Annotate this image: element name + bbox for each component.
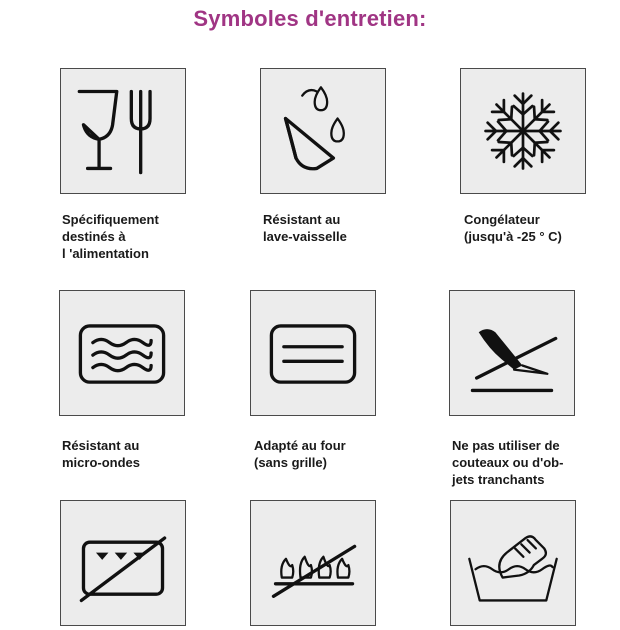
symbol-card-no-knife (449, 290, 575, 416)
label-line: Ne pas utiliser de (452, 438, 560, 453)
label-line: destinés à (62, 229, 126, 244)
label-line: Résistant au (62, 438, 140, 453)
microwave-safe-icon (70, 301, 174, 405)
symbol-card-no-grill (60, 500, 186, 626)
label-dishwasher-safe (263, 211, 413, 245)
no-grill-icon (71, 511, 175, 615)
label-line: Spécifiquement (62, 212, 159, 227)
label-microwave-safe (62, 437, 212, 471)
symbol-card-oven-safe (250, 290, 376, 416)
label-line: couteaux ou d'ob- (452, 455, 564, 470)
no-knife-icon (460, 301, 564, 405)
label-line: l 'alimentation (62, 246, 149, 261)
symbol-card-dishwasher-safe (260, 68, 386, 194)
label-line: jets tranchants (452, 472, 545, 487)
label-line: Résistant au (263, 212, 341, 227)
page-title: Symboles d'entretien: (193, 6, 427, 31)
label-food-safe (62, 211, 212, 262)
label-line: Congélateur (464, 212, 540, 227)
dishwasher-safe-icon (271, 79, 375, 183)
oven-safe-icon (261, 301, 365, 405)
no-gas-flame-icon (261, 511, 365, 615)
label-line: lave-vaisselle (263, 229, 347, 244)
symbol-card-food-safe (60, 68, 186, 194)
label-freezer-safe (464, 211, 614, 245)
freezer-safe-icon (471, 79, 575, 183)
label-line: micro-ondes (62, 455, 141, 470)
label-no-knife (452, 437, 602, 488)
label-line: (jusqu'à -25 ° C) (464, 229, 562, 244)
symbol-card-microwave-safe (59, 290, 185, 416)
symbol-card-freezer-safe (460, 68, 586, 194)
label-line: (sans grille) (254, 455, 327, 470)
hand-wash-icon (461, 511, 565, 615)
label-line: Adapté au four (254, 438, 346, 453)
food-safe-icon (71, 79, 175, 183)
label-oven-safe (254, 437, 404, 471)
symbol-card-no-gas-flame (250, 500, 376, 626)
symbol-card-hand-wash (450, 500, 576, 626)
